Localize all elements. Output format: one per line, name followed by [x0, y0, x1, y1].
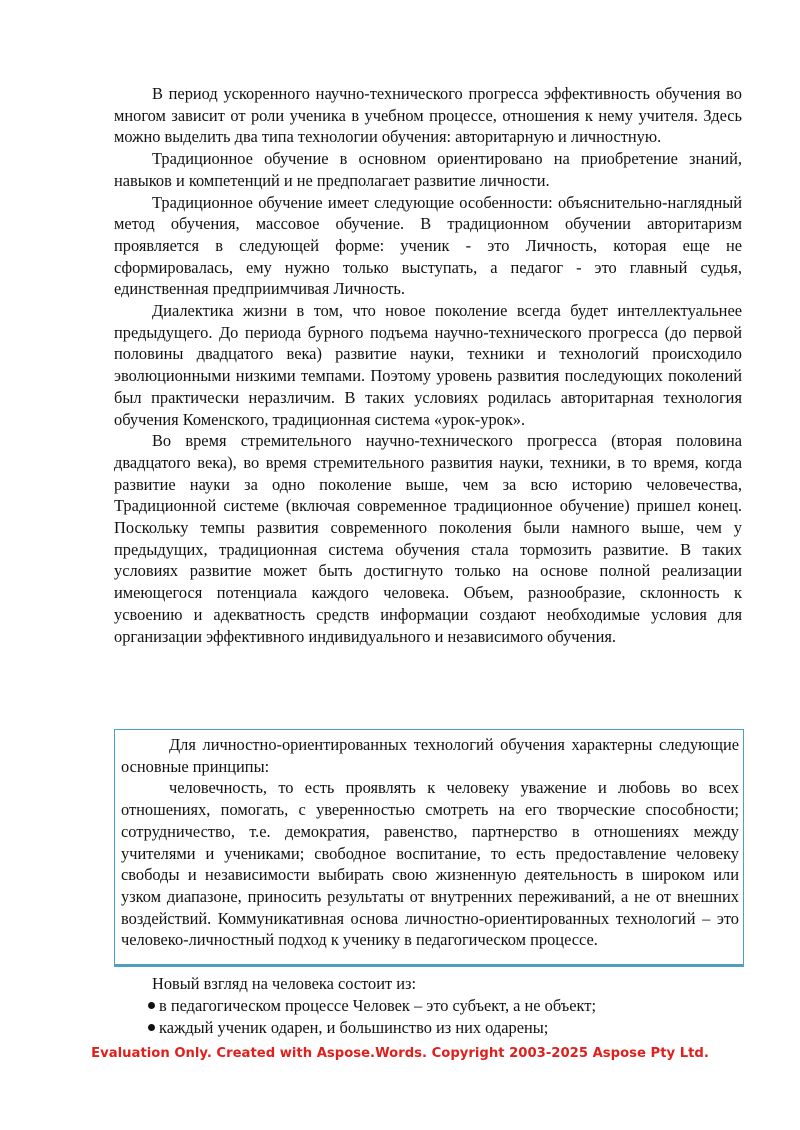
paragraph-3: Традиционное обучение имеет следующие особенности: объяснительно-наглядный метод обучения, массовое обучение. В традиционном обучении авторитаризм проявляется в следующей форме: ученик - это Личность, которая еще не сформировалась, ему нужно только выступать, а педагог - это главный судья, единственная предприимчивая Личность.	[114, 192, 742, 299]
bullet-item	[114, 995, 742, 1017]
bullet-icon	[148, 1002, 155, 1009]
paragraph-2: Традиционное обучение в основном ориентировано на приобретение знаний, навыков и компетенций и не предполагает развитие личности.	[114, 149, 742, 190]
new-view-section	[114, 973, 742, 1039]
new-view-lead: Новый взгляд на человека состоит из:	[152, 974, 417, 993]
evaluation-watermark: Evaluation Only. Created with Aspose.Words. Copyright 2003-2025 Aspose Pty Ltd.	[91, 1046, 709, 1061]
principles-intro: Для личностно-ориентированных технологий обучения характерны следующие основные принципы:	[121, 735, 739, 776]
bullet-text: в педагогическом процессе Человек – это субъект, а не объект;	[159, 996, 597, 1015]
bullet-text: каждый ученик одарен, и большинство из них одарены;	[159, 1018, 549, 1037]
paragraph-1: В период ускоренного научно-технического прогресса эффективность обучения во многом зависит от роли ученика в учебном процессе, отношения к нему учителя. Здесь можно выделить два типа технологии обучения: авторитарную и личностную.	[114, 84, 742, 147]
bullet-icon	[148, 1024, 155, 1031]
principles-box	[114, 729, 744, 967]
main-text	[114, 83, 742, 647]
bullet-item	[114, 1017, 742, 1039]
paragraph-4: Диалектика жизни в том, что новое поколение всегда будет интеллектуальнее предыдущего. До периода бурного подъема научно-технического прогресса (до первой половины двадцатого века) развитие науки, техники и технологий происходило эволюционными низкими темпами. Поэтому уровень развития последующих поколений был практически неразличим. В таких условиях родилась авторитарная технология обучения Коменского, традиционная система «урок-урок».	[114, 301, 742, 429]
paragraph-5: Во время стремительного научно-технического прогресса (вторая половина двадцатого века), во время стремительного развития науки, техники, в то время, когда развитие науки за одно поколение выше, чем за всю историю человечества, Традиционной системе (включая современное традиционное обучение) пришел конец. Поскольку темпы развития современного поколения были намного выше, чем у предыдущих, традиционная система обучения стала тормозить развитие. В таких условиях развитие может быть достигнуто только на основе полной реализации имеющегося потенциала каждого человека. Объем, разнообразие, склонность к усвоению и адекватность средств информации создают необходимые условия для организации эффективного индивидуального и независимого обучения.	[114, 431, 742, 646]
principles-text: человечность, то есть проявлять к человеку уважение и любовь во всех отношениях, помогать, с уверенностью смотреть на его творческие способности; сотрудничество, т.е. демократия, равенство, партнерство в отношениях между учителями и учениками; свободное воспитание, то есть предоставление человеку свободы и независимости выбирать свою жизненную деятельность в широком или узком диапазоне, приносить результаты от внутренних переживаний, а не от внешних воздействий. Коммуникативная основа личностно-ориентированных технологий – это человеко-личностный подход к ученику в педагогическом процессе.	[121, 778, 739, 950]
